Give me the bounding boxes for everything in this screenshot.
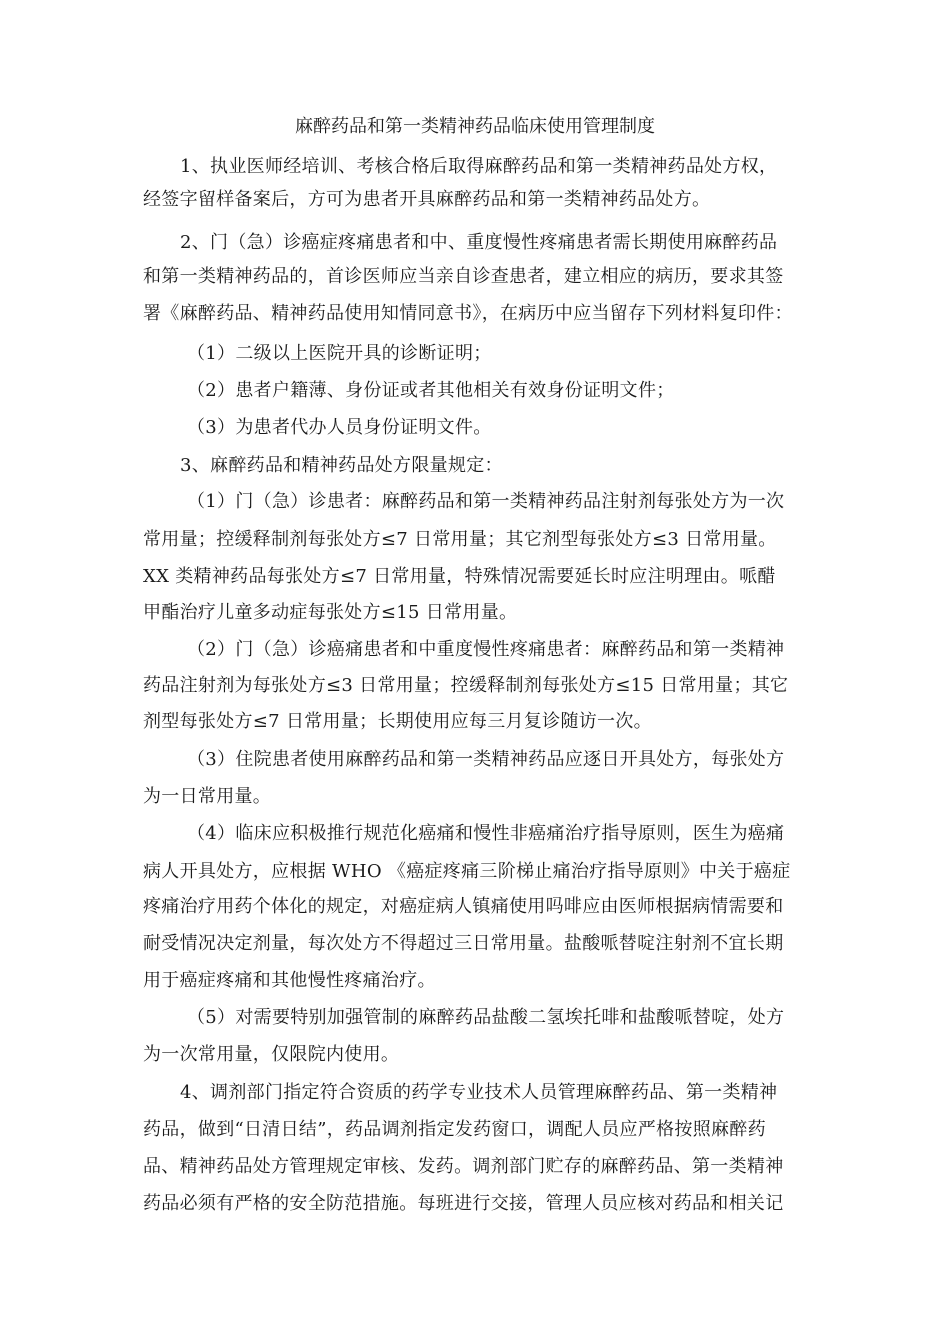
text-line: 常用量；控缓释制剂每张处方≤7 日常用量；其它剂型每张处方≤3 日常用量。 [143, 529, 777, 550]
text-line: （3）住院患者使用麻醉药品和第一类精神药品应逐日开具处方，每张处方 [187, 749, 785, 770]
text-line: 为一日常用量。 [143, 786, 272, 807]
text-line: XX 类精神药品每张处方≤7 日常用量，特殊情况需要延长时应注明理由。哌醋 [143, 566, 776, 587]
text-line: 4、调剂部门指定符合资质的药学专业技术人员管理麻醉药品、第一类精神 [180, 1082, 778, 1103]
text-line: （1）门（急）诊患者：麻醉药品和第一类精神药品注射剂每张处方为一次 [187, 491, 785, 512]
text-line: 1、执业医师经培训、考核合格后取得麻醉药品和第一类精神药品处方权， [180, 156, 778, 177]
text-line: 用于癌症疼痛和其他慢性疼痛治疗。 [143, 970, 436, 991]
text-line: 为一次常用量，仅限院内使用。 [143, 1044, 400, 1065]
text-line: 甲酯治疗儿童多动症每张处方≤15 日常用量。 [143, 602, 518, 623]
text-line: （4）临床应积极推行规范化癌痛和慢性非癌痛治疗指导原则，医生为癌痛 [187, 823, 785, 844]
text-line: 药品必须有严格的安全防范措施。每班进行交接，管理人员应核对药品和相关记 [143, 1193, 784, 1214]
text-line: （2）门（急）诊癌痛患者和中重度慢性疼痛患者：麻醉药品和第一类精神 [187, 639, 785, 660]
text-line: 2、门（急）诊癌症疼痛患者和中、重度慢性疼痛患者需长期使用麻醉药品 [180, 232, 778, 253]
text-line: 疼痛治疗用药个体化的规定，对癌症病人镇痛使用吗啡应由医师根据病情需要和 [143, 896, 784, 917]
text-line: （1）二级以上医院开具的诊断证明； [187, 343, 492, 364]
text-line: 药品，做到“日清日结”，药品调剂指定发药窗口，调配人员应严格按照麻醉药 [143, 1119, 766, 1140]
text-line: （3）为患者代办人员身份证明文件。 [187, 417, 492, 438]
text-line: （2）患者户籍薄、身份证或者其他相关有效身份证明文件； [187, 380, 675, 401]
text-line: 3、麻醉药品和精神药品处方限量规定： [180, 455, 503, 476]
text-line: 耐受情况决定剂量，每次处方不得超过三日常用量。盐酸哌替啶注射剂不宜长期 [143, 933, 784, 954]
text-line: 经签字留样备案后，方可为患者开具麻醉药品和第一类精神药品处方。 [143, 189, 711, 210]
text-line: 剂型每张处方≤7 日常用量；长期使用应每三月复诊随访一次。 [143, 711, 652, 732]
text-line: 品、精神药品处方管理规定审核、发药。调剂部门贮存的麻醉药品、第一类精神 [143, 1156, 784, 1177]
text-line: 药品注射剂为每张处方≤3 日常用量；控缓释制剂每张处方≤15 日常用量；其它 [143, 675, 789, 696]
text-line: 署《麻醉药品、精神药品使用知情同意书》，在病历中应当留存下列材料复印件： [143, 303, 793, 324]
document-title: 麻醉药品和第一类精神药品临床使用管理制度 [295, 116, 655, 137]
text-line: 和第一类精神药品的，首诊医师应当亲自诊查患者，建立相应的病历，要求其签 [143, 266, 784, 287]
text-line: （5）对需要特别加强管制的麻醉药品盐酸二氢埃托啡和盐酸哌替啶，处方 [187, 1007, 785, 1028]
text-line: 病人开具处方，应根据 WHO 《癌症疼痛三阶梯止痛治疗指导原则》中关于癌症 [143, 861, 791, 882]
